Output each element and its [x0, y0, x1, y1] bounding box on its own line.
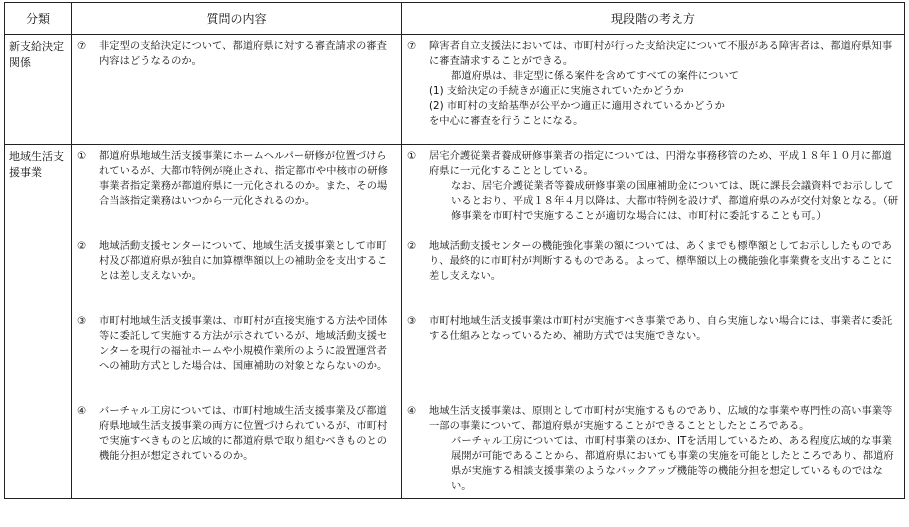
- question-item: [77, 404, 396, 464]
- answer-paragraph: 居宅介護従業者養成研修事業者の指定については、円滑な事務移管のため、平成１８年１０月に都道府県に一元化することとしている。: [429, 150, 892, 177]
- answer-paragraph: 地域活動支援センターの機能強化事業の額については、あくまでも標準額としてお示ししたものであり、最終的に市町村が判断するものである。よって、標準額以上の機能強化事業費を支出することに差し支えない。: [429, 240, 893, 282]
- question-item: [77, 239, 396, 314]
- header-answer: 現段階の考え方: [402, 3, 905, 35]
- question-text: 地域活動支援センターについて、地域生活支援事業として市町村及び都道府県が独自に加算標準額以上の補助金を支出することは差し支えないか。: [99, 240, 388, 282]
- answer-item: [407, 149, 899, 239]
- answer-paragraph: を中心に審査を行うことになる。: [429, 115, 584, 127]
- header-row: [5, 3, 905, 35]
- answer-paragraph: 障害者自立支援法においては、市町村が行った支給決定について不服がある障害者は、都道府県知事に審査請求することができる。: [429, 40, 893, 67]
- answer-item: [407, 404, 899, 494]
- header-category: 分類: [5, 3, 72, 35]
- question-item: [77, 314, 396, 404]
- answer-paragraph: 市町村地域生活支援事業は市町村が実施すべき事業であり、自ら実施しない場合には、事業者に委託する仕組みとなっているため、補助方式では実施できない。: [429, 315, 893, 342]
- answer-number: ①: [407, 150, 417, 162]
- table-row: [5, 35, 905, 145]
- qa-table: [4, 2, 905, 499]
- answer-item: [407, 39, 899, 129]
- answer-number: ②: [407, 240, 417, 252]
- question-number: ①: [77, 150, 87, 162]
- answer-item: [407, 314, 899, 404]
- question-number: ④: [77, 405, 87, 417]
- answer-paragraph: バーチャル工房については、市町村事業のほか、ITを活用しているため、ある程度広域的な事業展開が可能であることから、都道府県においても事業の実施を可能としたところであり、都道府県が実施する相談支援事業のようなバックアップ機能等の機能分担を想定しているものではない。: [451, 435, 894, 492]
- answer-paragraph: 地域生活支援事業は、原則として市町村が実施するものであり、広域的な事業や専門性の高い事業等一部の事業について、都道府県が実施することができることとしたところである。: [429, 405, 893, 432]
- question-text: 非定型の支給決定について、都道府県に対する審査請求の審査内容はどうなるのか。: [99, 40, 387, 67]
- answer-number: ③: [407, 315, 417, 327]
- table-row: [5, 145, 905, 499]
- answer-paragraph: 都道府県は、非定型に係る案件を含めてすべての案件について: [451, 70, 739, 82]
- answer-paragraph: なお、居宅介護従業者等養成研修事業の国庫補助金については、既に課長会議資料でお示ししているとおり、平成１８年４月以降は、大都市特例を設けず、都道府県のみが交付対象となる。（研修事業を市町村で実施することが適切な場合には、市町村に委託することも可。）: [451, 180, 899, 222]
- question-item: [77, 149, 396, 239]
- question-number: ③: [77, 315, 87, 327]
- answer-cell: [402, 145, 905, 499]
- question-text: 市町村地域生活支援事業は、市町村が直接実施する方法や団体等に委託して実施する方法が示されているが、地域活動支援センターを現行の福祉ホームや小規模作業所のように設置運営者への補助方式とした場合は、国庫補助の対象とならないのか。: [99, 315, 388, 372]
- question-number: ②: [77, 240, 87, 252]
- question-text: 都道府県地域生活支援事業にホームヘルパー研修が位置づけられているが、大都市特例が廃止され、指定都市や中核市の研修事業者指定業務が都道府県に一元化されるのか。また、その場合当該指定業務はいつから一元化されるのか。: [99, 150, 388, 207]
- question-item: [77, 39, 396, 69]
- answer-number: ④: [407, 405, 417, 417]
- question-cell: [72, 145, 402, 499]
- question-cell: [72, 35, 402, 145]
- question-number: ⑦: [77, 40, 87, 52]
- header-question: 質問の内容: [72, 3, 402, 35]
- answer-number: ⑦: [407, 40, 417, 52]
- question-text: バーチャル工房については、市町村地域生活支援事業及び都道府県地域生活支援事業の両方に位置づけられているが、市町村で実施すべきものと広域的に都道府県で取り組むべきものとの機能分担が想定されているのか。: [99, 405, 388, 462]
- category-cell: 新支給決定関係: [5, 35, 72, 145]
- category-cell: 地域生活支援事業: [5, 145, 72, 499]
- answer-cell: [402, 35, 905, 145]
- answer-list-item: (1) 支給決定の手続きが適正に実施されていたかどうか: [429, 85, 684, 97]
- answer-item: [407, 239, 899, 314]
- answer-list-item: (2) 市町村の支給基準が公平かつ適正に適用されているかどうか: [429, 100, 725, 112]
